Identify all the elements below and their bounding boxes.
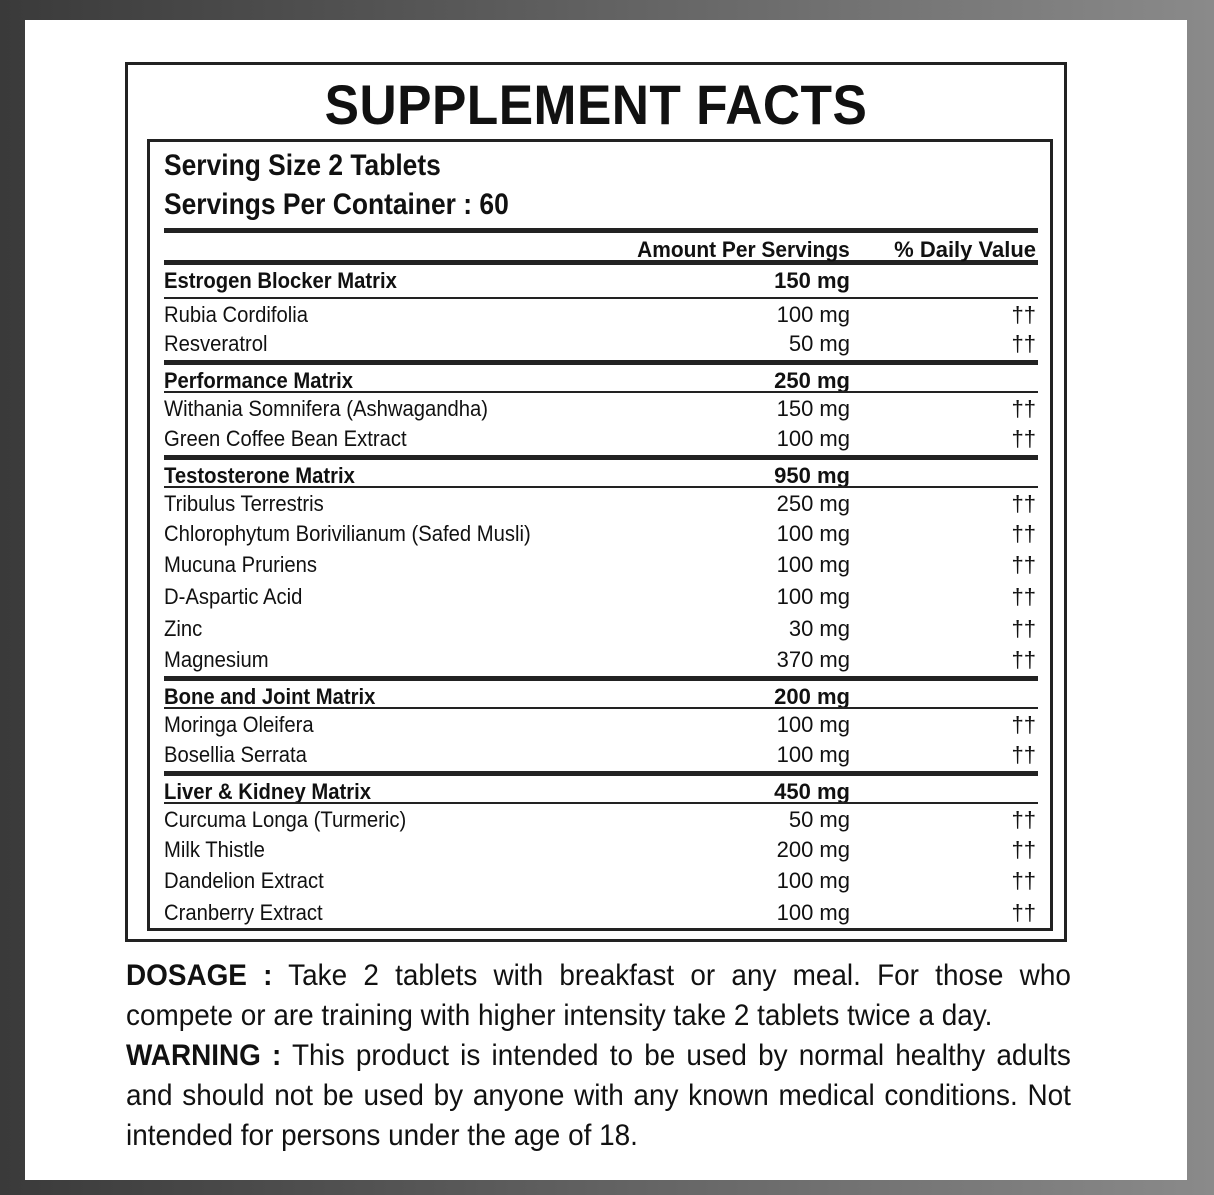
ingredient-name: Curcuma Longa (Turmeric) [164,807,407,833]
ingredient-daily-value: †† [1011,836,1036,862]
ingredient-row [164,391,1038,423]
ingredient-name: Mucuna Pruriens [164,552,318,578]
ingredient-row [164,739,1038,771]
ingredient-row [164,297,1038,329]
ingredient-daily-value: †† [1011,425,1036,451]
ingredient-daily-value: †† [1011,520,1036,546]
amount-column-header: Amount Per Servings [637,237,850,262]
supplement-facts-panel [125,62,1067,942]
group-row [164,676,1038,708]
group-row [164,265,1038,297]
group-name: Testosterone Matrix [164,462,355,488]
ingredient-name: Zinc [164,615,203,641]
ingredient-name: Cranberry Extract [164,899,323,925]
daily-value-column-header: % Daily Value [894,237,1036,262]
ingredient-row [164,834,1038,866]
ingredient-name: D-Aspartic Acid [164,583,303,609]
ingredient-name: Rubia Cordifolia [164,301,309,327]
label-sheet [25,20,1187,1180]
table-body [164,265,1038,928]
ingredient-amount: 100 mg [776,425,850,451]
warning-label: WARNING : [126,1039,282,1072]
label-notes [126,956,1071,1156]
group-amount: 450 mg [774,778,850,804]
ingredient-row [164,581,1038,613]
ingredient-amount: 50 mg [788,807,850,833]
ingredient-daily-value: †† [1011,615,1036,641]
group-name: Bone and Joint Matrix [164,683,376,709]
ingredient-amount: 100 mg [776,583,850,609]
ingredient-daily-value: †† [1011,301,1036,327]
ingredient-row [164,486,1038,518]
ingredient-amount: 100 mg [776,712,850,738]
ingredient-daily-value: †† [1011,647,1036,673]
dosage-note [126,956,1071,1036]
ingredient-amount: 50 mg [788,331,850,357]
ingredient-row [164,549,1038,581]
group-name: Performance Matrix [164,367,353,393]
ingredient-daily-value: †† [1011,396,1036,422]
ingredient-row [164,897,1038,929]
ingredient-amount: 100 mg [776,520,850,546]
group-row [164,771,1038,803]
ingredient-name: Resveratrol [164,331,268,357]
ingredient-amount: 150 mg [776,396,850,422]
ingredient-amount: 250 mg [776,491,850,517]
ingredient-amount: 100 mg [776,741,850,767]
ingredient-name: Withania Somnifera (Ashwagandha) [164,396,489,422]
dosage-text: Take 2 tablets with breakfast or any meal. For those who compete or are training with higher intensity take 2 tablets twice a day. [126,959,1071,1032]
facts-table [164,228,1038,928]
ingredient-amount: 100 mg [776,868,850,894]
ingredient-name: Moringa Oleifera [164,712,314,738]
table-header [164,233,1038,265]
ingredient-row [164,707,1038,739]
ingredient-row [164,423,1038,455]
ingredient-name: Tribulus Terrestris [164,491,324,517]
ingredient-row [164,328,1038,360]
ingredient-row [164,865,1038,897]
warning-note [126,1036,1071,1156]
ingredient-daily-value: †† [1011,331,1036,357]
ingredient-daily-value: †† [1011,712,1036,738]
group-row [164,455,1038,487]
serving-size: Serving Size 2 Tablets [164,149,441,182]
ingredient-daily-value: †† [1011,741,1036,767]
ingredient-name: Magnesium [164,647,269,673]
group-name: Estrogen Blocker Matrix [164,268,397,293]
ingredient-daily-value: †† [1011,583,1036,609]
ingredient-amount: 100 mg [776,899,850,925]
group-row [164,360,1038,392]
ingredient-daily-value: †† [1011,899,1036,925]
ingredient-amount: 200 mg [776,836,850,862]
servings-per-container: Servings Per Container : 60 [164,188,509,221]
ingredient-name: Green Coffee Bean Extract [164,425,407,451]
facts-inner-box [147,139,1053,931]
panel-title: SUPPLEMENT FACTS [324,73,868,136]
group-amount: 150 mg [774,268,850,293]
ingredient-name: Dandelion Extract [164,868,324,894]
group-name: Liver & Kidney Matrix [164,778,371,804]
ingredient-row [164,644,1038,676]
ingredient-daily-value: †† [1011,552,1036,578]
ingredient-name: Milk Thistle [164,836,265,862]
group-amount: 250 mg [774,367,850,393]
ingredient-name: Bosellia Serrata [164,741,307,767]
ingredient-row [164,518,1038,550]
dosage-label: DOSAGE : [126,959,273,992]
serving-info [164,146,509,224]
group-amount: 950 mg [774,462,850,488]
ingredient-amount: 30 mg [788,615,850,641]
ingredient-name: Chlorophytum Borivilianum (Safed Musli) [164,520,531,546]
warning-text: This product is intended to be used by normal healthy adults and should not be used by anyone with any known medical conditions. Not intended for persons under the age of 18. [126,1039,1071,1152]
ingredient-amount: 100 mg [776,301,850,327]
ingredient-amount: 370 mg [776,647,850,673]
ingredient-amount: 100 mg [776,552,850,578]
ingredient-daily-value: †† [1011,491,1036,517]
ingredient-daily-value: †† [1011,868,1036,894]
ingredient-daily-value: †† [1011,807,1036,833]
ingredient-row [164,613,1038,645]
ingredient-row [164,802,1038,834]
group-amount: 200 mg [774,683,850,709]
